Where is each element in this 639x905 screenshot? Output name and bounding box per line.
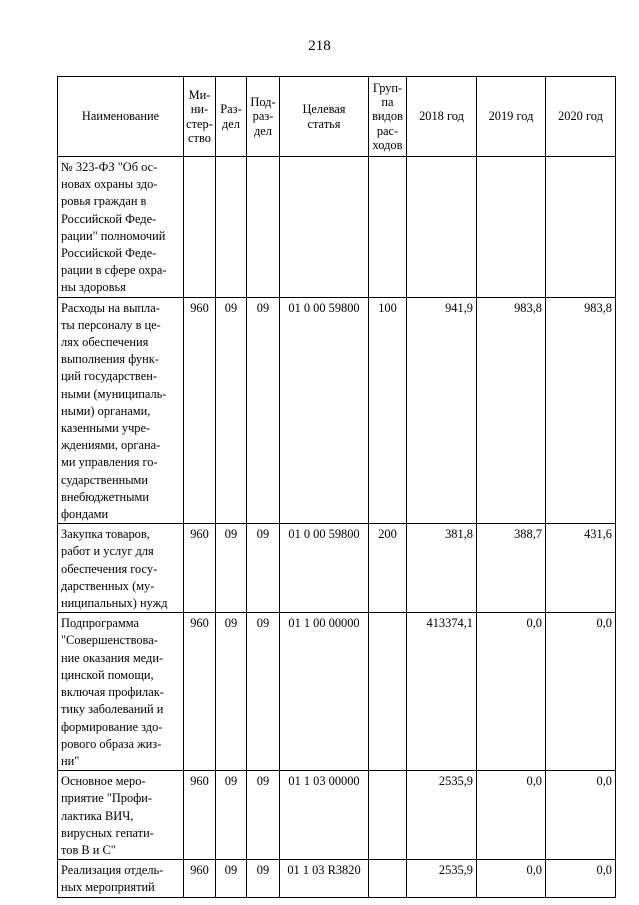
header-ministry: Ми- ни- стер- ство — [184, 77, 216, 157]
cell-2018: 381,8 — [407, 524, 477, 613]
cell-ministry: 960 — [184, 524, 216, 613]
cell-name: Расходы на выпла- ты персоналу в це- лях обеспечения выполнения функ- ций государствен- ными (муниципаль- ными) органами, казенными учре- ждениями, органа- ми управления го- сударственными внебюджетными фондами — [58, 297, 184, 524]
cell-section: 09 — [216, 297, 247, 524]
cell-expense-group: 100 — [369, 297, 407, 524]
cell-expense-group — [369, 860, 407, 897]
header-expense-group: Груп- па видов рас- ходов — [369, 77, 407, 157]
cell-ministry — [184, 157, 216, 298]
header-target: Целевая статья — [280, 77, 369, 157]
cell-target: 01 0 00 59800 — [280, 524, 369, 613]
cell-2019: 0,0 — [477, 613, 546, 771]
cell-section — [216, 157, 247, 298]
cell-2020 — [546, 157, 616, 298]
cell-name: № 323-ФЗ "Об ос- новах охраны здо- ровья граждан в Российской Феде- рации" полномочий Российской Феде- рации в сфере охра- ны здоровья — [58, 157, 184, 298]
cell-2018: 2535,9 — [407, 771, 477, 860]
table-row — [58, 771, 616, 860]
cell-subsection: 09 — [247, 613, 280, 771]
budget-table — [57, 76, 616, 898]
cell-target: 01 1 03 00000 — [280, 771, 369, 860]
cell-target: 01 1 00 00000 — [280, 613, 369, 771]
cell-ministry: 960 — [184, 297, 216, 524]
cell-target: 01 1 03 R3820 — [280, 860, 369, 897]
cell-expense-group — [369, 771, 407, 860]
header-subsection: Под- раз- дел — [247, 77, 280, 157]
header-2020: 2020 год — [546, 77, 616, 157]
table-header-row — [58, 77, 616, 157]
cell-2019: 983,8 — [477, 297, 546, 524]
cell-expense-group — [369, 157, 407, 298]
header-name: Наименование — [58, 77, 184, 157]
cell-name: Реализация отдель- ных мероприятий — [58, 860, 184, 897]
cell-section: 09 — [216, 860, 247, 897]
cell-name: Закупка товаров, работ и услуг для обеспечения госу- дарственных (му- ниципальных) нужд — [58, 524, 184, 613]
cell-expense-group — [369, 613, 407, 771]
cell-2020: 0,0 — [546, 860, 616, 897]
cell-2019: 0,0 — [477, 771, 546, 860]
header-section: Раз- дел — [216, 77, 247, 157]
cell-subsection: 09 — [247, 297, 280, 524]
table-row — [58, 860, 616, 897]
cell-subsection: 09 — [247, 524, 280, 613]
cell-expense-group: 200 — [369, 524, 407, 613]
cell-target — [280, 157, 369, 298]
header-2018: 2018 год — [407, 77, 477, 157]
header-2019: 2019 год — [477, 77, 546, 157]
cell-subsection: 09 — [247, 860, 280, 897]
cell-name: Подпрограмма "Совершенствова- ние оказания меди- цинской помощи, включая профилак- тику заболеваний и формирование здо- рового образа жиз- ни" — [58, 613, 184, 771]
table-row — [58, 613, 616, 771]
table-row — [58, 297, 616, 524]
table-row — [58, 157, 616, 298]
cell-2020: 431,6 — [546, 524, 616, 613]
cell-ministry: 960 — [184, 613, 216, 771]
table-body — [58, 157, 616, 898]
cell-2020: 983,8 — [546, 297, 616, 524]
cell-name: Основное меро- приятие "Профи- лактика ВИЧ, вирусных гепати- тов В и С" — [58, 771, 184, 860]
cell-2019: 0,0 — [477, 860, 546, 897]
table-row — [58, 524, 616, 613]
page-number: 218 — [308, 38, 331, 54]
cell-target: 01 0 00 59800 — [280, 297, 369, 524]
cell-section: 09 — [216, 524, 247, 613]
cell-2018 — [407, 157, 477, 298]
cell-2019 — [477, 157, 546, 298]
cell-2019: 388,7 — [477, 524, 546, 613]
cell-subsection — [247, 157, 280, 298]
cell-2020: 0,0 — [546, 771, 616, 860]
cell-2020: 0,0 — [546, 613, 616, 771]
cell-ministry: 960 — [184, 771, 216, 860]
cell-section: 09 — [216, 771, 247, 860]
cell-subsection: 09 — [247, 771, 280, 860]
cell-section: 09 — [216, 613, 247, 771]
cell-2018: 941,9 — [407, 297, 477, 524]
cell-2018: 413374,1 — [407, 613, 477, 771]
cell-2018: 2535,9 — [407, 860, 477, 897]
cell-ministry: 960 — [184, 860, 216, 897]
